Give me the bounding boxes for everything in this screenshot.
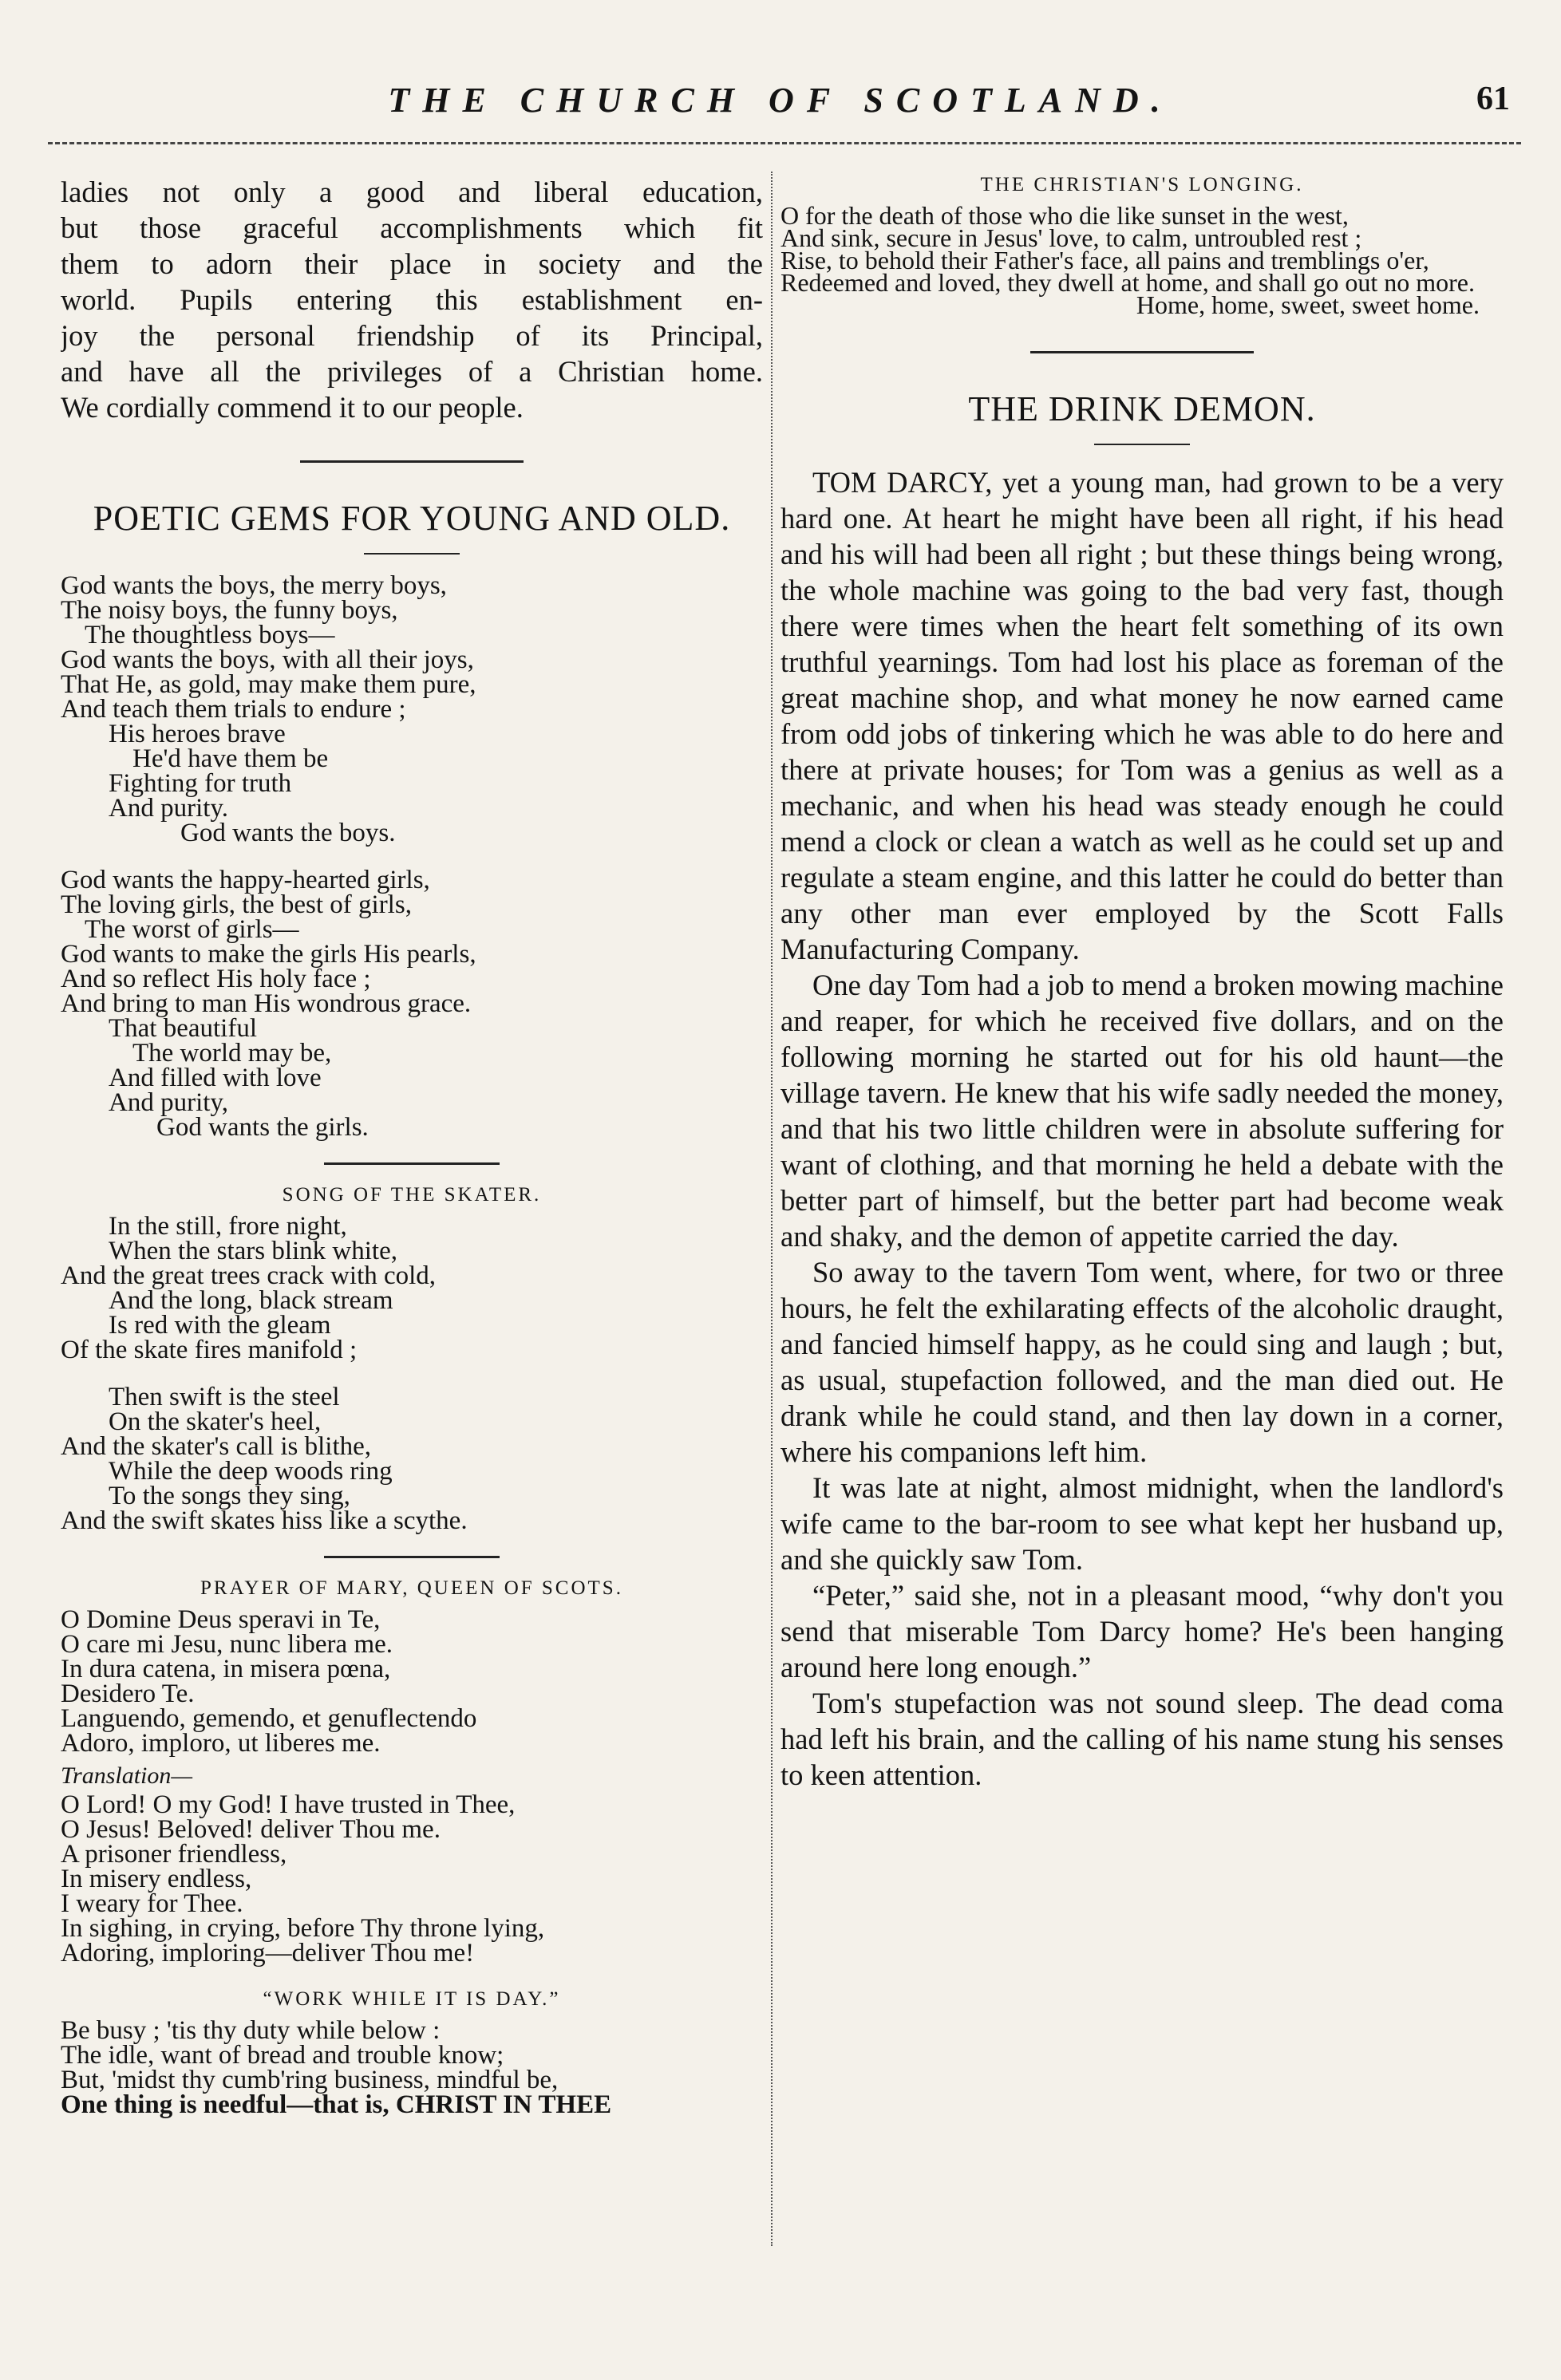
article-paragraph: “Peter,” said she, not in a pleasant mood, “why don't you send that miserable Tom Darcy home? He's been hanging around here long enough.” <box>780 1579 1504 1683</box>
verse-line: O for the death of those who die like sunset in the west, <box>780 201 1349 230</box>
verse-line: And the great trees crack with cold, <box>61 1261 437 1290</box>
section-rule <box>364 553 460 555</box>
intro-line: but those graceful accomplishments which fit <box>61 211 763 244</box>
page-number: 61 <box>1476 81 1510 117</box>
article-paragraph: So away to the tavern Tom went, where, for two or three hours, he felt the exhilarating effects of the alcoholic draught, and fancied himself happy, as he could sing and laugh ; but, as usual, stupefaction followed, and the man died out. He drank while he could stand, and then lay down in a corner, where his companions left him. <box>780 1256 1504 1468</box>
verse-line: And purity. <box>109 794 229 823</box>
section-rule <box>300 460 524 463</box>
verse-line: And filled with love <box>109 1064 322 1092</box>
verse-line: And bring to man His wondrous grace. <box>61 989 472 1018</box>
poetic-gems-title: POETIC GEMS FOR YOUNG AND OLD. <box>93 499 731 538</box>
verse-line: Be busy ; 'tis thy duty while below : <box>61 2016 441 2045</box>
article-paragraph: Tom's stupefaction was not sound sleep. The dead coma had left his brain, and the calling of his name stung his senses to keen attention. <box>780 1687 1504 1791</box>
intro-line: and have all the privileges of a Christian home. <box>61 355 763 388</box>
verse-line: To the songs they sing, <box>109 1482 350 1510</box>
verse-line: And teach them trials to endure ; <box>61 695 406 724</box>
left-column <box>61 174 763 2328</box>
verse-line: O Lord! O my God! I have trusted in Thee, <box>61 1790 516 1819</box>
verse-line: And purity, <box>109 1088 229 1117</box>
article-paragraph: One day Tom had a job to mend a broken mowing machine and reaper, for which he received five dollars, and on the following morning he started out for his old haunt—the village tavern. He knew that his wife sadly needed the money, and that his two little children were in absolute suffering for want of clothing, and that morning he held a debate with the better part of himself, but the better part had become weak and shaky, and the demon of appetite carried the day. <box>780 969 1504 1253</box>
verse-line: A prisoner friendless, <box>61 1840 287 1869</box>
verse-line: In dura catena, in misera pœna, <box>61 1655 391 1683</box>
verse-line: Rise, to behold their Father's face, all pains and tremblings o'er, <box>780 246 1429 274</box>
verse-line: God wants the boys, the merry boys, <box>61 571 447 600</box>
verse-line: Adoring, imploring—deliver Thou me! <box>61 1939 475 1968</box>
verse-line: In sighing, in crying, before Thy throne lying, <box>61 1914 545 1943</box>
verse-line: God wants the girls. <box>156 1113 369 1142</box>
verse-line: O Domine Deus speravi in Te, <box>61 1605 381 1634</box>
intro-line: joy the personal friendship of its Principal, <box>61 319 763 352</box>
header-rule <box>48 142 1521 144</box>
christians-longing-title: THE CHRISTIAN'S LONGING. <box>980 174 1304 195</box>
drink-demon-title: THE DRINK DEMON. <box>968 389 1316 428</box>
verse-line: Is red with the gleam <box>109 1311 331 1340</box>
verse-line: Then swift is the steel <box>109 1383 340 1411</box>
intro-line: We cordially commend it to our people. <box>61 391 524 424</box>
verse-line: When the stars blink white, <box>109 1237 398 1265</box>
verse-line: That He, as gold, may make them pure, <box>61 670 476 699</box>
section-rule <box>1094 444 1190 445</box>
work-while-day-verse <box>61 2016 763 2119</box>
column-divider <box>771 172 773 2246</box>
verse-line: On the skater's heel, <box>109 1407 322 1436</box>
skater-stanza-2 <box>61 1385 763 1533</box>
verse-line: Of the skate fires manifold ; <box>61 1336 358 1364</box>
right-column <box>780 174 1504 2328</box>
verse-line: And the skater's call is blithe, <box>61 1432 372 1461</box>
intro-line: them to adorn their place in society and the <box>61 247 763 280</box>
running-title: THE CHURCH OF SCOTLAND. <box>388 81 1173 120</box>
work-while-day-title: “WORK WHILE IT IS DAY.” <box>263 1988 561 2010</box>
poem-boys-stanza <box>61 571 763 847</box>
verse-line: Desidero Te. <box>61 1679 195 1708</box>
verse-line: God wants the happy-hearted girls, <box>61 866 430 894</box>
verse-line: The world may be, <box>132 1039 332 1068</box>
intro-line: ladies not only a good and liberal education, <box>61 176 763 208</box>
mary-english-verse <box>61 1790 763 1968</box>
verse-line: While the deep woods ring <box>109 1457 393 1486</box>
verse-line: And so reflect His holy face ; <box>61 965 371 993</box>
intro-line: world. Pupils entering this establishment en- <box>61 283 763 316</box>
verse-line: I weary for Thee. <box>61 1889 243 1918</box>
verse-line: He'd have them be <box>132 744 329 773</box>
verse-line: Languendo, gemendo, et genuflectendo <box>61 1704 477 1733</box>
mary-prayer-title: PRAYER OF MARY, QUEEN OF SCOTS. <box>200 1577 623 1599</box>
verse-line: Redeemed and loved, they dwell at home, and shall go out no more. <box>780 268 1475 297</box>
christians-longing-verse <box>780 201 1504 319</box>
verse-line: O Jesus! Beloved! deliver Thou me. <box>61 1815 441 1844</box>
article-paragraph: It was late at night, almost midnight, when the landlord's wife came to the bar-room to see what kept her husband up, and she quickly saw Tom. <box>780 1471 1504 1576</box>
verse-line: The worst of girls— <box>85 915 299 944</box>
verse-line: Home, home, sweet, sweet home. <box>1136 290 1480 319</box>
verse-line: God wants the boys, with all their joys, <box>61 645 474 674</box>
article-paragraph: TOM DARCY, yet a young man, had grown to be a very hard one. At heart he might have been all right, if his head and his will had been all right ; but these things being wrong, the whole machine was going to the bad very fast, though there were times when the heart felt something of its own truthful yearnings. Tom had lost his place as foreman of the great machine shop, and what money he now earned came from odd jobs of tinkering which he was able to do here and there at private houses; for Tom was a genius as well as a mechanic, and when his head was steady enough he could mend a clock or clean a watch as well as he could set up and regulate a steam engine, and this latter he could do better than any other man ever employed by the Scott Falls Manufacturing Company. <box>780 466 1504 965</box>
verse-line: And sink, secure in Jesus' love, to calm, untroubled rest ; <box>780 223 1362 252</box>
verse-line: And the swift skates hiss like a scythe. <box>61 1506 468 1535</box>
poem-girls-stanza <box>61 868 763 1140</box>
intro-paragraph <box>61 174 763 425</box>
verse-line: That beautiful <box>109 1014 258 1043</box>
verse-line: But, 'midst thy cumb'ring business, mindful be, <box>61 2066 559 2094</box>
section-rule <box>324 1556 500 1558</box>
verse-line: In the still, frore night, <box>109 1212 347 1241</box>
page-header <box>0 0 1561 136</box>
skater-stanza-1 <box>61 1214 763 1363</box>
skater-title: SONG OF THE SKATER. <box>282 1184 542 1206</box>
verse-line: The thoughtless boys— <box>85 621 335 649</box>
verse-line: God wants the boys. <box>180 819 396 847</box>
verse-line: One thing is needful—that is, CHRIST IN THEE <box>61 2090 612 2119</box>
verse-line: God wants to make the girls His pearls, <box>61 940 476 969</box>
verse-line: Fighting for truth <box>109 769 292 798</box>
verse-line: Adoro, imploro, ut liberes me. <box>61 1729 381 1758</box>
verse-line: The noisy boys, the funny boys, <box>61 596 398 625</box>
verse-line: O care mi Jesu, nunc libera me. <box>61 1630 393 1659</box>
mary-latin-verse <box>61 1605 763 1758</box>
verse-line: In misery endless, <box>61 1865 252 1893</box>
verse-line: His heroes brave <box>109 720 286 748</box>
verse-line: The idle, want of bread and trouble know; <box>61 2041 504 2070</box>
section-rule <box>1030 351 1254 353</box>
section-rule <box>324 1162 500 1165</box>
verse-line: The loving girls, the best of girls, <box>61 890 412 919</box>
translation-label: Translation— <box>61 1762 193 1789</box>
verse-line: And the long, black stream <box>109 1286 393 1315</box>
